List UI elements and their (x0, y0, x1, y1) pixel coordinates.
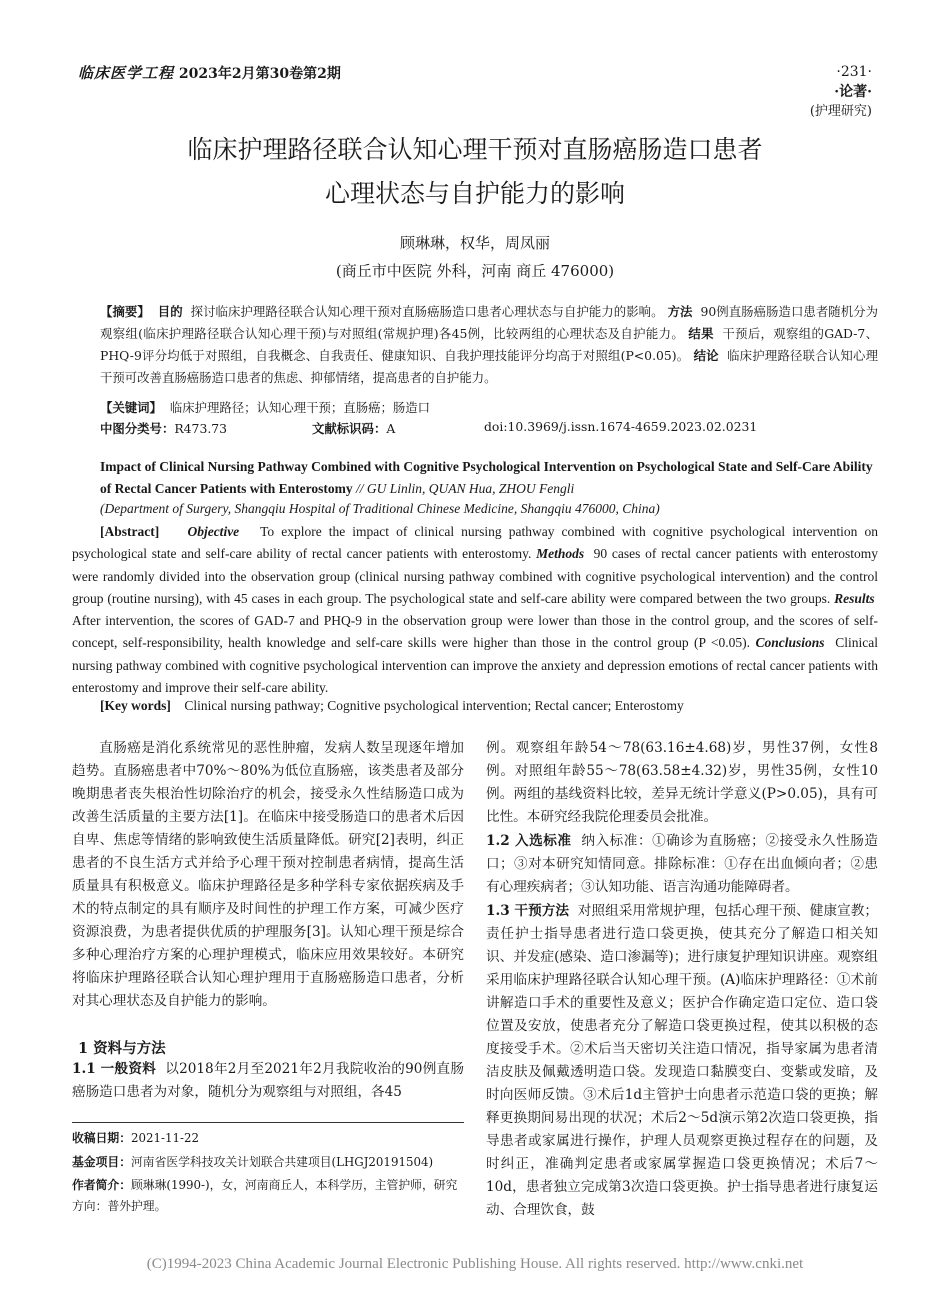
english-affiliation: (Department of Surgery, Shangqiu Hospital of Traditional Chinese Medicine, Shangqiu 476000, China) (100, 501, 660, 516)
doc-code: A (386, 421, 396, 436)
s11-text-left: 以2018年2月至2021年2月我院收治的90例直肠癌肠造口患者为对象，随机分为观察组与对照组，各45 (72, 1061, 464, 1100)
received-label: 收稿日期： (72, 1131, 131, 1145)
s12-text: 纳入标准：①确诊为直肠癌；②接受永久性肠造口；③对本研究知情同意。排除标准：①存在出血倾向者；②患有心理疾病者；③认知功能、语言沟通功能障碍者。 (486, 833, 878, 895)
en-results-label: Results (834, 590, 875, 606)
results-label: 结果 (688, 326, 714, 341)
journal-issue: 2023年2月第30卷第2期 (178, 66, 341, 82)
methods-label: 方法 (667, 304, 693, 319)
results-text: 干预后，观察组的GAD-7、PHQ-9评分均低于对照组，自我概念、自我责任、健康知识、自我护理技能评分均高于对照组(P<0.05)。 (100, 326, 878, 363)
category-label: (护理研究) (809, 104, 872, 119)
footnote-divider (72, 1122, 464, 1123)
journal-brand: 临床医学工程 (78, 64, 175, 82)
doc-entry (312, 419, 395, 437)
title-line-2: 心理状态与自护能力的影响 (324, 179, 625, 208)
en-conclusions-label: Conclusions (755, 635, 825, 651)
s11-label: 1.1 一般资料 (72, 1061, 157, 1077)
keywords-label: 【关键词】 (100, 400, 162, 415)
page-header-right (810, 62, 872, 122)
conclusion-label: 结论 (693, 348, 719, 363)
en-keywords-label: [Key words] (100, 698, 171, 713)
doc-label: 文献标识码： (312, 421, 387, 436)
english-authors: // GU Linlin, QUAN Hua, ZHOU Fengli (355, 481, 575, 496)
author-label: 作者简介： (72, 1178, 131, 1192)
page-number: ·231· (836, 64, 872, 80)
subsection-1-1 (72, 1058, 464, 1104)
s13-label: 1.3 干预方法 (486, 903, 570, 919)
en-conclusions-text: Clinical nursing pathway combined with cognitive psychological intervention can improve the anxiety and depression emotions of rectal cancer patients with enterostomy and improve their self-care ability. (72, 635, 879, 696)
en-objective-label: Objective (187, 524, 240, 539)
english-title-block (100, 456, 878, 500)
journal-header (78, 62, 341, 83)
footnote-author (72, 1175, 464, 1217)
abstract-cn (100, 301, 878, 389)
s12-label: 1.2 入选标准 (486, 833, 572, 849)
objective-label: 目的 (157, 304, 183, 319)
en-methods-text: 90 cases of rectal cancer patients with enterostomy were randomly divided into the observation group (clinical nursing pathway combined with cognitive psychological intervention) and the control group (routine nursing), with 45 cases in each group. The psychological state and self-care ability were compared between the two groups. (72, 546, 878, 606)
clc-entry (100, 419, 227, 437)
subsection-1-2 (486, 830, 878, 899)
abstract-label: 【摘要】 (100, 304, 150, 319)
en-keywords-text: Clinical nursing pathway; Cognitive psychological intervention; Rectal cancer; Enterostomy (184, 698, 684, 713)
subsection-1-1-continued: 例。观察组年龄54～78(63.16±4.68)岁，男性37例，女性8例。对照组年龄55～78(63.58±4.32)岁，男性35例，女性10例。两组的基线资料比较，差异无统计学意义(P>0.05)，具有可比性。本研究经我院伦理委员会批准。 (486, 740, 878, 825)
methods-text: 90例直肠癌肠造口患者随机分为观察组(临床护理路径联合认知心理干预)与对照组(常规护理)各45例，比较两组的心理状态及自护能力。 (100, 304, 878, 341)
en-methods-label: Methods (536, 546, 585, 562)
fund-label: 基金项目： (72, 1155, 131, 1169)
s13-text: 对照组采用常规护理，包括心理干预、健康宣教；责任护士指导患者进行造口袋更换，使其充分了解造口相关知识、并发症(感染、造口渗漏等)；进行康复护理知识讲座。观察组采用临床护理路径联合认知心理干预。(A)临床护理路径：①术前讲解造口手术的重要性及意义；医护合作确定造口定位、造口袋位置及安放，使患者充分了解造口袋更换过程，使其以积极的态度接受手术。②术后当天密切关注造口情况，指导家属为患者清洁皮肤及佩戴透明造口袋。发现造口黏膜变白、变紫或发暗，及时向医师反馈。③术后1d主管护士向患者示范造口袋的更换；解释更换期间易出现的状况；术后2～5d演示第2次造口袋更换，指导患者或家属进行操作，护理人员观察更换过程存在的问题，及时纠正，准确判定患者或家属掌握造口袋更换情况；术后7～10d，患者独立完成第3次造口袋更换。护士指导患者进行康复运动、合理饮食，鼓 (486, 903, 878, 1218)
en-results-text: After intervention, the scores of GAD-7 and PHQ-9 in the observation group were lower than those in the control group, and the scores of self-concept, self-responsibility, health knowledge and self-care skills were higher than those in the control group (P <0.05). (72, 613, 878, 651)
paper-title (0, 128, 950, 216)
clc-code: R473.73 (174, 421, 228, 436)
subsection-1-3 (486, 900, 878, 1222)
title-line-1: 临床护理路径联合认知心理干预对直肠癌肠造口患者 (187, 135, 763, 164)
authors: 顾琳琳，权华，周凤丽 (399, 234, 550, 252)
footnote-received (72, 1128, 464, 1149)
clc-label: 中图分类号： (100, 421, 175, 436)
english-abstract (72, 521, 878, 699)
section-label: ·论著· (834, 84, 872, 100)
footnote-fund (72, 1152, 464, 1173)
en-objective-text: To explore the impact of clinical nursing pathway combined with cognitive psychological intervention on psychological state and self-care ability of rectal cancer patients with enterostomy. (72, 524, 878, 562)
keywords-cn (100, 397, 878, 419)
english-keywords (100, 698, 878, 714)
affiliation: (商丘市中医院 外科，河南 商丘 476000) (335, 262, 615, 280)
keywords-text: 临床护理路径；认知心理干预；直肠癌；肠造口 (169, 400, 431, 415)
conclusion-text: 临床护理路径联合认知心理干预可改善直肠癌肠造口患者的焦虑、抑郁情绪，提高患者的自护能力。 (100, 348, 879, 385)
doi: doi:10.3969/j.issn.1674-4659.2023.02.0231 (484, 419, 758, 434)
objective-text: 探讨临床护理路径联合认知心理干预对直肠癌肠造口患者心理状态与自护能力的影响。 (190, 304, 664, 319)
intro-paragraph: 直肠癌是消化系统常见的恶性肿瘤，发病人数呈现逐年增加趋势。直肠癌患者中70%～80%为低位直肠癌，该类患者及部分晚期患者丧失根治性切除治疗的机会，接受永久性结肠造口成为改善生活质量的主要方法[1]。在临床中接受肠造口的患者术后因自卑、焦虑等情绪的影响致使生活质量降低。研究[2]表明，纠正患者的不良生活方式并给予心理干预对控制患者病情，提高生活质量具有积极意义。临床护理路径是多种学科专家依据疾病及手术的特点制定的具有顺序及时间性的护理工作方案，可减少医疗资源浪费，为患者提供优质的护理服务[3]。认知心理干预是综合多种心理治疗方案的心理护理模式，临床应用效果较好。本研究将临床护理路径联合认知心理护理用于直肠癌肠造口患者，分析对其心理状态及自护能力的影响。 (72, 740, 464, 1009)
fund-text: 河南省医学科技攻关计划联合共建项目(LHGJ20191504) (131, 1155, 434, 1169)
received-date: 2021-11-22 (131, 1131, 200, 1145)
author-text: 顾琳琳(1990-)，女，河南商丘人，本科学历，主管护师，研究方向：普外护理。 (72, 1178, 458, 1213)
en-abstract-label: [Abstract] (100, 524, 160, 539)
section-1-heading: 1 资料与方法 (78, 1040, 166, 1057)
copyright-notice: (C)1994-2023 China Academic Journal Electronic Publishing House. All rights reserved. http://www.cnki.net (146, 1256, 804, 1272)
english-title: Impact of Clinical Nursing Pathway Combined with Cognitive Psychological Intervention on Psychological State and Self-Care Ability of Rectal Cancer Patients with Enterostomy (100, 459, 873, 496)
